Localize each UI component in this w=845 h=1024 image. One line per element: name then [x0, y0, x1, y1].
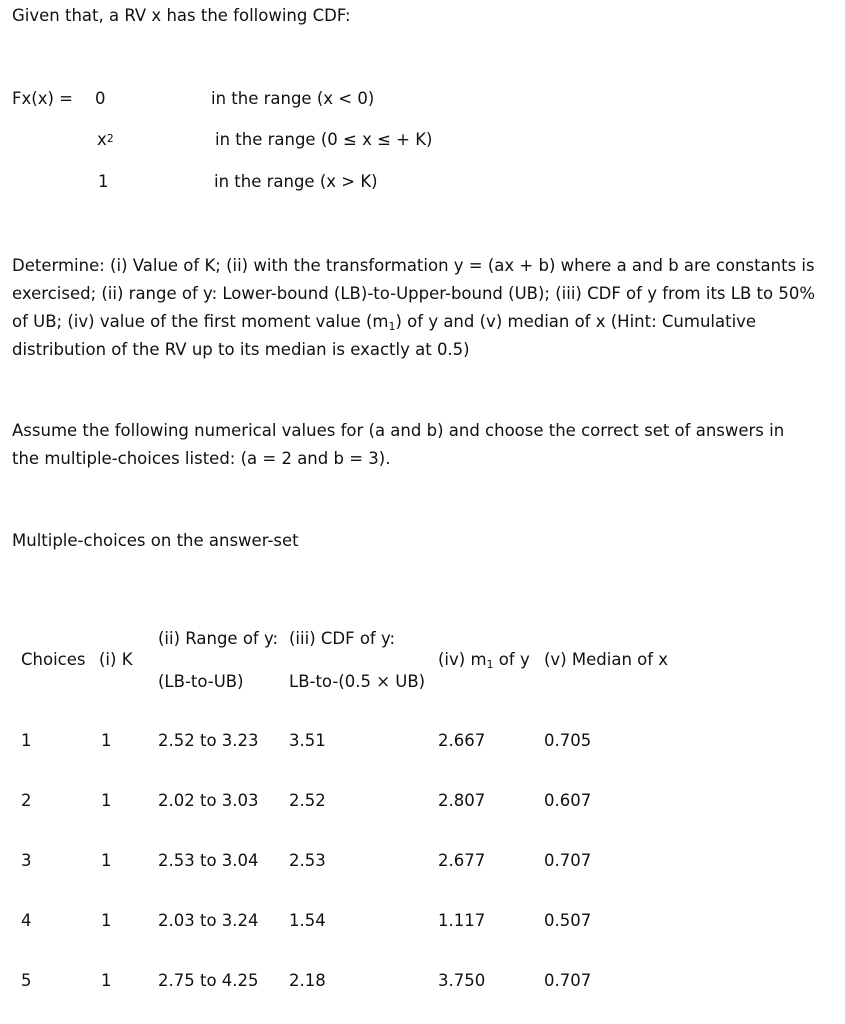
header-m1-post: of y [493, 650, 530, 669]
determine-tail: ) of y and (v) median of x (Hint: Cumulative distribution of the RV up to its median is exactly at 0.5) [12, 312, 757, 359]
row-4-k: 1 [101, 911, 112, 930]
row-1-k: 1 [101, 731, 112, 750]
row-1-m1: 2.667 [438, 731, 486, 750]
cdf-label-text: Fx(x) = [12, 89, 73, 108]
cdf-value-2-base: x [97, 130, 107, 149]
row-1-median: 0.705 [544, 731, 592, 750]
determine-subscript: 1 [388, 320, 396, 333]
assume-paragraph: Assume the following numerical values for (a and b) and choose the correct set of answers in the multiple-choices listed: (a = 2 and b = 3). [12, 421, 785, 468]
header-cdf-line1: (iii) CDF of y: [289, 629, 396, 648]
header-m1-pre: (iv) m [438, 650, 487, 669]
cdf-value-3: 1 [98, 172, 109, 191]
intro-text: Given that, a RV x has the following CDF: [12, 6, 351, 25]
determine-text: Determine: (i) Value of K; (ii) with the transformation y = (ax + b) where a and b are constants is exercised; (ii) range of y: Lower-bound (LB)-to-Upper-bound (UB); (iii) CDF of y from its LB to 50% of UB; (iv) value of the first moment value (m [12, 256, 815, 331]
row-2-choice: 2 [21, 791, 32, 810]
row-5-k: 1 [101, 971, 112, 990]
row-1-range: 2.52 to 3.23 [158, 731, 259, 750]
row-2-median: 0.607 [544, 791, 592, 810]
row-4-choice: 4 [21, 911, 32, 930]
row-2-range: 2.02 to 3.03 [158, 791, 259, 810]
cdf-value-1: 0 [95, 89, 106, 108]
row-3-m1: 2.677 [438, 851, 486, 870]
cdf-range-1: in the range (x < 0) [211, 89, 375, 108]
determine-paragraph [12, 252, 834, 364]
row-3-cdf: 2.53 [289, 851, 326, 870]
row-4-m1: 1.117 [438, 911, 486, 930]
header-range-line1: (ii) Range of y: [158, 629, 279, 648]
row-3-range: 2.53 to 3.04 [158, 851, 259, 870]
cdf-label [12, 89, 73, 108]
header-k: (i) K [99, 650, 133, 669]
row-5-cdf: 2.18 [289, 971, 326, 990]
row-1-cdf: 3.51 [289, 731, 326, 750]
row-3-median: 0.707 [544, 851, 592, 870]
row-4-range: 2.03 to 3.24 [158, 911, 259, 930]
row-3-choice: 3 [21, 851, 32, 870]
row-2-m1: 2.807 [438, 791, 486, 810]
header-choices: Choices [21, 650, 86, 669]
header-m1 [438, 650, 530, 669]
header-median: (v) Median of x [544, 650, 669, 669]
row-2-k: 1 [101, 791, 112, 810]
row-1-choice: 1 [21, 731, 32, 750]
cdf-value-2 [97, 130, 114, 149]
row-4-median: 0.507 [544, 911, 592, 930]
row-2-cdf: 2.52 [289, 791, 326, 810]
row-5-m1: 3.750 [438, 971, 486, 990]
header-range-line2: (LB-to-UB) [158, 672, 244, 691]
row-5-median: 0.707 [544, 971, 592, 990]
row-5-range: 2.75 to 4.25 [158, 971, 259, 990]
mc-title: Multiple-choices on the answer-set [12, 531, 299, 550]
row-3-k: 1 [101, 851, 112, 870]
header-cdf-line2: LB-to-(0.5 × UB) [289, 672, 426, 691]
cdf-value-2-exponent: 2 [106, 132, 114, 145]
row-5-choice: 5 [21, 971, 32, 990]
cdf-range-3: in the range (x > K) [214, 172, 378, 191]
cdf-range-2: in the range (0 ≤ x ≤ + K) [215, 130, 433, 149]
row-4-cdf: 1.54 [289, 911, 326, 930]
header-m1-subscript: 1 [486, 658, 494, 671]
